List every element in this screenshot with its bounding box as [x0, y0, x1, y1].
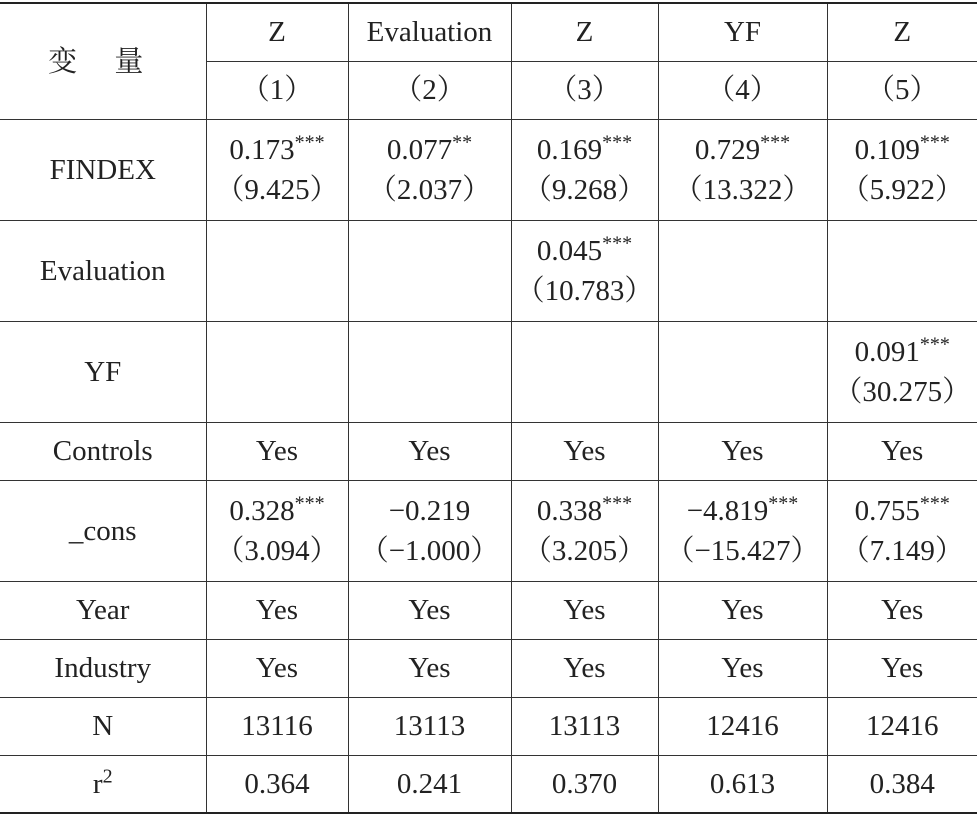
findex-stars-1: ***: [294, 130, 325, 153]
findex-cell-2: [348, 119, 511, 220]
dep-var-col-1: Z: [206, 3, 348, 61]
header-row-dependent-variables: [0, 3, 977, 61]
findex-coef-2: 0.077: [386, 133, 453, 166]
year-cell-2: Yes: [348, 581, 511, 639]
r2-cell-2: 0.241: [348, 755, 511, 813]
model-number-5: （5）: [827, 61, 977, 119]
cons-stars-4: ***: [768, 491, 799, 514]
yf-coef-5: 0.091: [854, 335, 920, 368]
r2-cell-1: 0.364: [206, 755, 348, 813]
yf-cell-4: [658, 321, 827, 422]
n-cell-3: 13113: [511, 697, 658, 755]
row-label-industry: Industry: [0, 639, 206, 697]
r2-label-base: r: [92, 767, 103, 800]
model-number-2: （2）: [348, 61, 511, 119]
findex-stars-4: ***: [760, 130, 791, 153]
row-label-n: N: [0, 697, 206, 755]
model-number-4: （4）: [658, 61, 827, 119]
row-label-yf: YF: [0, 321, 206, 422]
r2-cell-5: 0.384: [827, 755, 977, 813]
industry-cell-4: Yes: [658, 639, 827, 697]
yf-stars-5: ***: [919, 332, 950, 355]
model-number-3: （3）: [511, 61, 658, 119]
row-label-cons: _cons: [0, 480, 206, 581]
findex-cell-4: [658, 119, 827, 220]
cons-stars-1: ***: [294, 491, 325, 514]
cons-t-3: （3.205）: [522, 534, 647, 567]
row-label-r2: [0, 755, 206, 813]
cons-cell-4: [658, 480, 827, 581]
cons-cell-1: [206, 480, 348, 581]
findex-t-1: （9.425）: [215, 173, 339, 206]
controls-cell-2: Yes: [348, 422, 511, 480]
industry-cell-3: Yes: [511, 639, 658, 697]
cons-coef-1: 0.328: [229, 494, 295, 527]
n-cell-1: 13116: [206, 697, 348, 755]
controls-cell-5: Yes: [827, 422, 977, 480]
cons-cell-2: [348, 480, 511, 581]
industry-cell-2: Yes: [348, 639, 511, 697]
yf-cell-1: [206, 321, 348, 422]
year-cell-5: Yes: [827, 581, 977, 639]
yf-cell-5: [827, 321, 977, 422]
r2-cell-3: 0.370: [511, 755, 658, 813]
table-row-controls: [0, 422, 977, 480]
dep-var-col-3: Z: [511, 3, 658, 61]
table-row-industry: [0, 639, 977, 697]
table-row-findex: [0, 119, 977, 220]
evaluation-cell-2: [348, 220, 511, 321]
findex-coef-4: 0.729: [694, 133, 761, 166]
cons-coef-5: 0.755: [854, 494, 920, 527]
evaluation-cell-1: [206, 220, 348, 321]
cons-cell-5: [827, 480, 977, 581]
year-cell-3: Yes: [511, 581, 658, 639]
industry-cell-5: Yes: [827, 639, 977, 697]
n-cell-4: 12416: [658, 697, 827, 755]
table-row-yf: [0, 321, 977, 422]
r2-cell-4: 0.613: [658, 755, 827, 813]
evaluation-t-3: （10.783）: [515, 274, 654, 307]
r2-label-sup: 2: [102, 765, 113, 788]
findex-stars-2: **: [452, 130, 473, 153]
yf-t-5: （30.275）: [833, 375, 972, 408]
evaluation-cell-3: [511, 220, 658, 321]
evaluation-cell-5: [827, 220, 977, 321]
yf-cell-3: [511, 321, 658, 422]
controls-cell-1: Yes: [206, 422, 348, 480]
variable-header-cell: 变 量: [0, 3, 206, 119]
industry-cell-1: Yes: [206, 639, 348, 697]
n-cell-5: 12416: [827, 697, 977, 755]
table-row-r2: [0, 755, 977, 813]
findex-coef-3: 0.169: [536, 133, 603, 166]
row-label-year: Year: [0, 581, 206, 639]
findex-t-4: （13.322）: [673, 173, 812, 206]
findex-t-2: （2.037）: [367, 173, 492, 206]
model-number-1: （1）: [206, 61, 348, 119]
year-cell-1: Yes: [206, 581, 348, 639]
cons-coef-3: 0.338: [536, 494, 603, 527]
table-row-cons: [0, 480, 977, 581]
regression-table: [0, 2, 977, 814]
evaluation-stars-3: ***: [602, 231, 633, 254]
cons-t-4: （−15.427）: [665, 534, 820, 567]
n-cell-2: 13113: [348, 697, 511, 755]
cons-stars-5: ***: [919, 491, 950, 514]
cons-stars-3: ***: [602, 491, 633, 514]
controls-cell-3: Yes: [511, 422, 658, 480]
findex-stars-5: ***: [919, 130, 950, 153]
findex-coef-1: 0.173: [229, 133, 295, 166]
findex-stars-3: ***: [602, 130, 633, 153]
findex-cell-1: [206, 119, 348, 220]
cons-t-5: （7.149）: [840, 534, 964, 567]
year-cell-4: Yes: [658, 581, 827, 639]
cons-cell-3: [511, 480, 658, 581]
dep-var-col-5: Z: [827, 3, 977, 61]
findex-t-5: （5.922）: [840, 173, 964, 206]
controls-cell-4: Yes: [658, 422, 827, 480]
findex-t-3: （9.268）: [522, 173, 647, 206]
yf-cell-2: [348, 321, 511, 422]
evaluation-cell-4: [658, 220, 827, 321]
findex-cell-5: [827, 119, 977, 220]
evaluation-coef-3: 0.045: [536, 234, 603, 267]
cons-coef-2: −0.219: [388, 494, 471, 527]
findex-cell-3: [511, 119, 658, 220]
dep-var-col-4: YF: [658, 3, 827, 61]
table-row-n: [0, 697, 977, 755]
cons-t-2: （−1.000）: [359, 534, 500, 567]
row-label-controls: Controls: [0, 422, 206, 480]
table-row-year: [0, 581, 977, 639]
cons-coef-4: −4.819: [686, 494, 769, 527]
findex-coef-5: 0.109: [854, 133, 920, 166]
row-label-evaluation: Evaluation: [0, 220, 206, 321]
dep-var-col-2: Evaluation: [348, 3, 511, 61]
row-label-findex: FINDEX: [0, 119, 206, 220]
cons-t-1: （3.094）: [215, 534, 339, 567]
table-row-evaluation: [0, 220, 977, 321]
